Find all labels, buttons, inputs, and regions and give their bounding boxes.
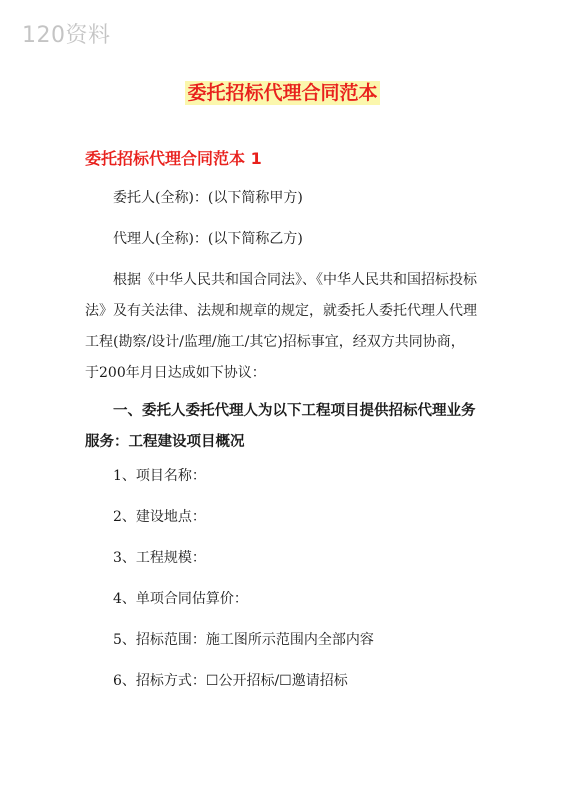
section-title: 委托招标代理合同范本 1 — [85, 149, 262, 168]
list-item: 2、建设地点： — [113, 509, 206, 525]
intro-paragraph: 根据《中华人民共和国合同法》、《中华人民共和国招标投标法》及有关法律、法规和规章的规定，就委托人委托代理人代理工程(勘察/设计/监理/施工/其它)招标事宜，经双方共同协商，于200年月日达成如下协议： — [85, 272, 477, 381]
client-line — [85, 183, 477, 214]
list-item: 4、单项合同估算价： — [113, 591, 248, 607]
list-item: 6、招标方式：☐公开招标/☐邀请招标 — [113, 673, 348, 689]
clause-one-heading: 一、委托人委托代理人为以下工程项目提供招标代理业务服务：工程建设项目概况 — [85, 403, 476, 450]
watermark-logo: 120资料 — [22, 23, 111, 48]
document-title — [0, 78, 565, 105]
list-item: 1、项目名称： — [113, 468, 206, 484]
agent-line — [85, 224, 477, 255]
document-title-text: 委托招标代理合同范本 — [187, 82, 378, 104]
client-line-text: 委托人(全称)：(以下简称甲方) — [113, 190, 303, 206]
agent-line-text: 代理人(全称)：(以下简称乙方) — [113, 231, 303, 247]
list-item: 5、招标范围：施工图所示范围内全部内容 — [113, 632, 374, 648]
list-item: 3、工程规模： — [113, 550, 206, 566]
